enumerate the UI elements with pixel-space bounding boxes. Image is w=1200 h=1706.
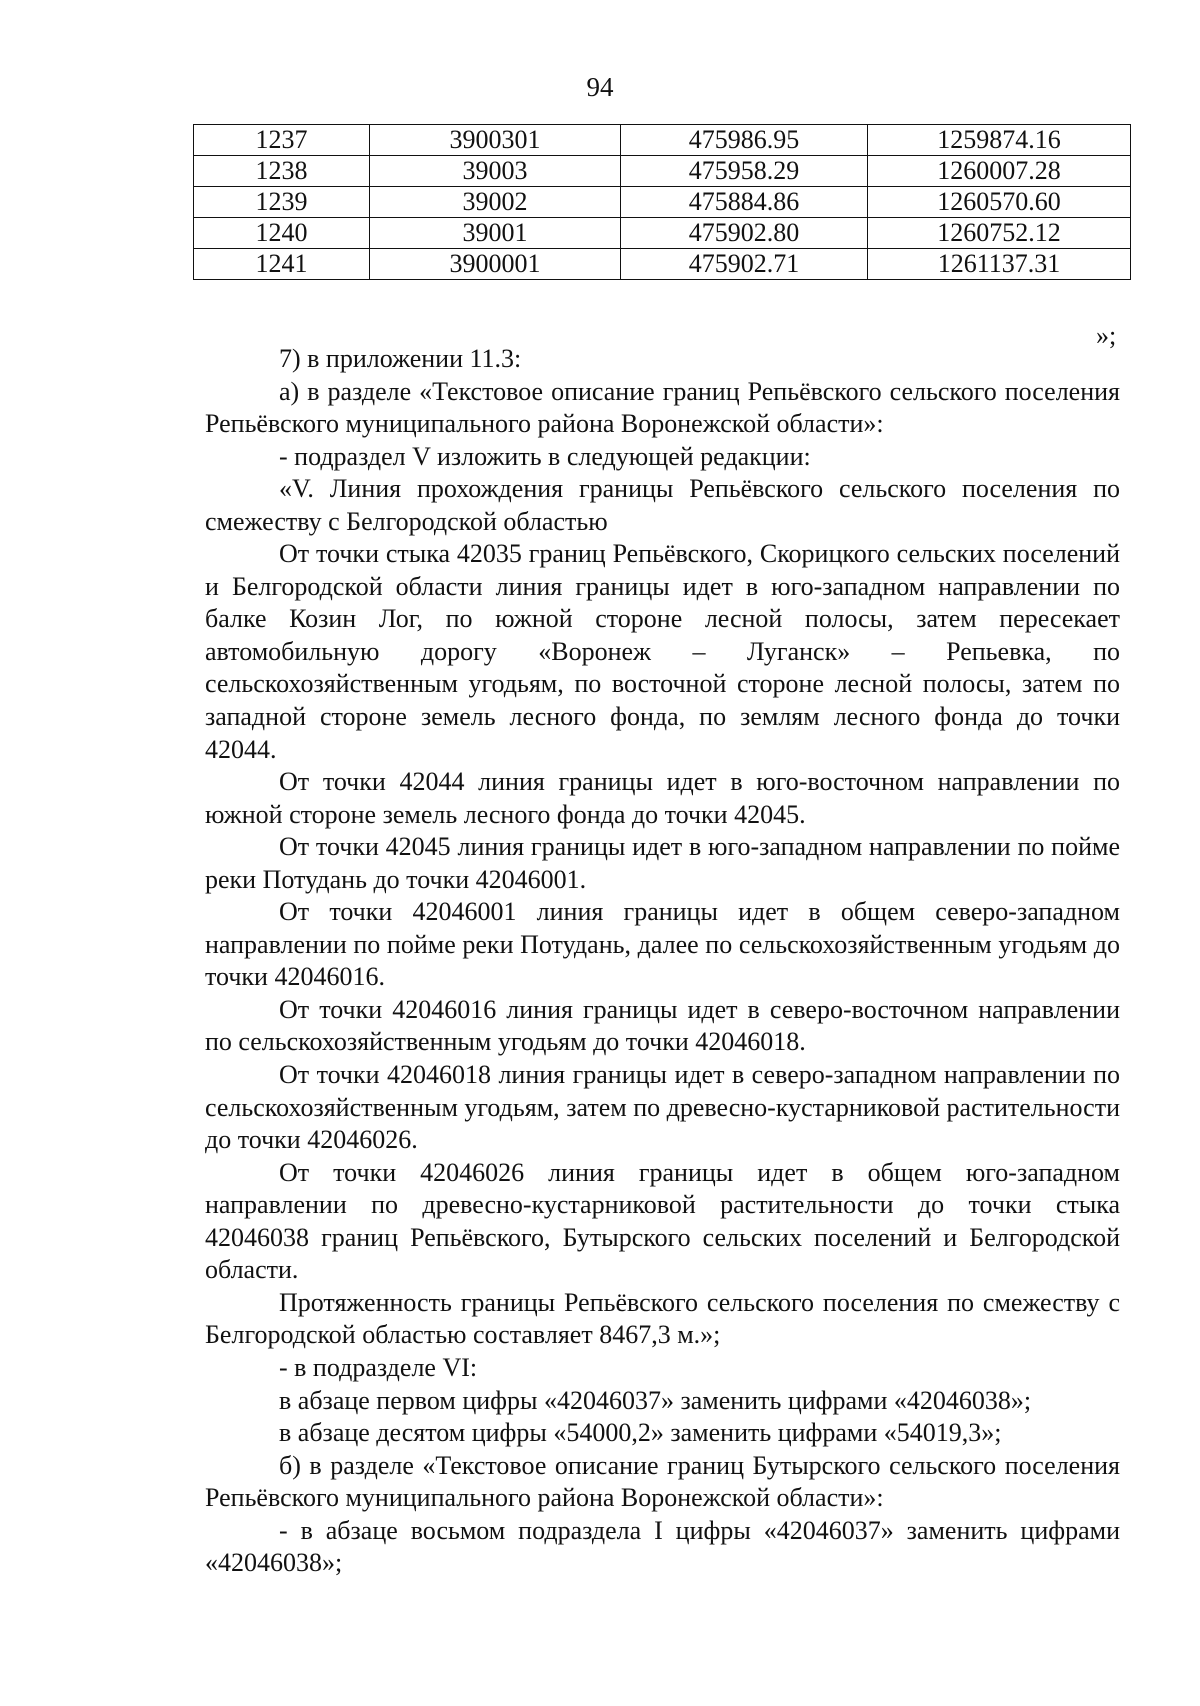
table-row — [194, 125, 1131, 156]
point-number-cell: 1238 — [194, 156, 370, 187]
paragraph: «V. Линия прохождения границы Репьёвского сельского поселения по смежеству с Белгородской областью — [205, 474, 1120, 536]
point-number-cell: 1241 — [194, 249, 370, 280]
closing-quote: »; — [1096, 321, 1117, 350]
paragraph: Протяженность границы Репьёвского сельского поселения по смежеству с Белгородской областью составляет 8467,3 м.»; — [205, 1287, 1120, 1350]
table-row — [194, 156, 1131, 187]
paragraph: - в подразделе VI: — [279, 1352, 478, 1382]
table-row — [194, 249, 1131, 280]
coordinates-table — [193, 124, 1131, 280]
paragraph: б) в разделе «Текстовое описание границ Бутырского сельского поселения Репьёвского муниципального района Воронежской области»: — [205, 1450, 1120, 1513]
table-row — [194, 187, 1131, 218]
paragraph: - в абзаце восьмом подраздела I цифры «42046037» заменить цифрами «42046038»; — [205, 1515, 1120, 1578]
x-coordinate-cell: 475986.95 — [621, 125, 868, 156]
paragraph: в абзаце десятом цифры «54000,2» заменить цифрами «54019,3»; — [279, 1418, 1002, 1448]
paragraph: 7) в приложении 11.3: — [279, 344, 522, 373]
x-coordinate-cell: 475902.80 — [621, 218, 868, 249]
point-id-cell: 3900301 — [370, 125, 621, 156]
paragraph: От точки 42045 линия границы идет в юго-западном направлении по пойме реки Потудань до точки 42046001. — [205, 832, 1120, 894]
paragraph: а) в разделе «Текстовое описание границ Репьёвского сельского поселения Репьёвского муниципального района Воронежской области»: — [205, 376, 1120, 439]
paragraph: От точки 42046016 линия границы идет в северо-восточном направлении по сельскохозяйственным угодьям до точки 42046018. — [205, 994, 1120, 1057]
point-id-cell: 3900001 — [370, 249, 621, 280]
point-id-cell: 39001 — [370, 218, 621, 249]
x-coordinate-cell: 475902.71 — [621, 249, 868, 280]
table-row — [194, 218, 1131, 249]
point-id-cell: 39002 — [370, 187, 621, 218]
document-body — [205, 343, 1120, 1580]
paragraph: От точки 42046001 линия границы идет в общем северо-западном направлении по пойме реки Потудань, далее по сельскохозяйственным угодьям до точки 42046016. — [205, 897, 1120, 992]
y-coordinate-cell: 1260752.12 — [868, 218, 1131, 249]
point-id-cell: 39003 — [370, 156, 621, 187]
paragraph: - подраздел V изложить в следующей редакции: — [279, 441, 811, 471]
y-coordinate-cell: 1261137.31 — [868, 249, 1131, 280]
y-coordinate-cell: 1260007.28 — [868, 156, 1131, 187]
x-coordinate-cell: 475958.29 — [621, 156, 868, 187]
paragraph: От точки 42046026 линия границы идет в общем юго-западном направлении по древесно-кустарниковой растительности до точки стыка 42046038 границ Репьёвского, Бутырского сельских поселений и Белгородской области. — [205, 1157, 1120, 1285]
paragraph: От точки 42044 линия границы идет в юго-восточном направлении по южной стороне земель лесного фонда до точки 42045. — [205, 767, 1120, 829]
point-number-cell: 1237 — [194, 125, 370, 156]
point-number-cell: 1240 — [194, 218, 370, 249]
point-number-cell: 1239 — [194, 187, 370, 218]
x-coordinate-cell: 475884.86 — [621, 187, 868, 218]
paragraph: в абзаце первом цифры «42046037» заменить цифрами «42046038»; — [279, 1385, 1032, 1415]
paragraph: От точки стыка 42035 границ Репьёвского, Скорицкого сельских поселений и Белгородской области линия границы идет в юго-западном направлении по балке Козин Лог, по южной стороне лесной полосы, затем пересекает автомобильную дорогу «Воронеж – Луганск» – Репьевка, по сельскохозяйственным угодьям, по восточной стороне лесной полосы, затем по западной стороне земель лесного фонда, по землям лесного фонда до точки 42044. — [205, 539, 1120, 764]
y-coordinate-cell: 1259874.16 — [868, 125, 1131, 156]
y-coordinate-cell: 1260570.60 — [868, 187, 1131, 218]
page-number: 94 — [586, 72, 614, 102]
paragraph: От точки 42046018 линия границы идет в северо-западном направлении по сельскохозяйственным угодьям, затем по древесно-кустарниковой растительности до точки 42046026. — [205, 1060, 1120, 1155]
